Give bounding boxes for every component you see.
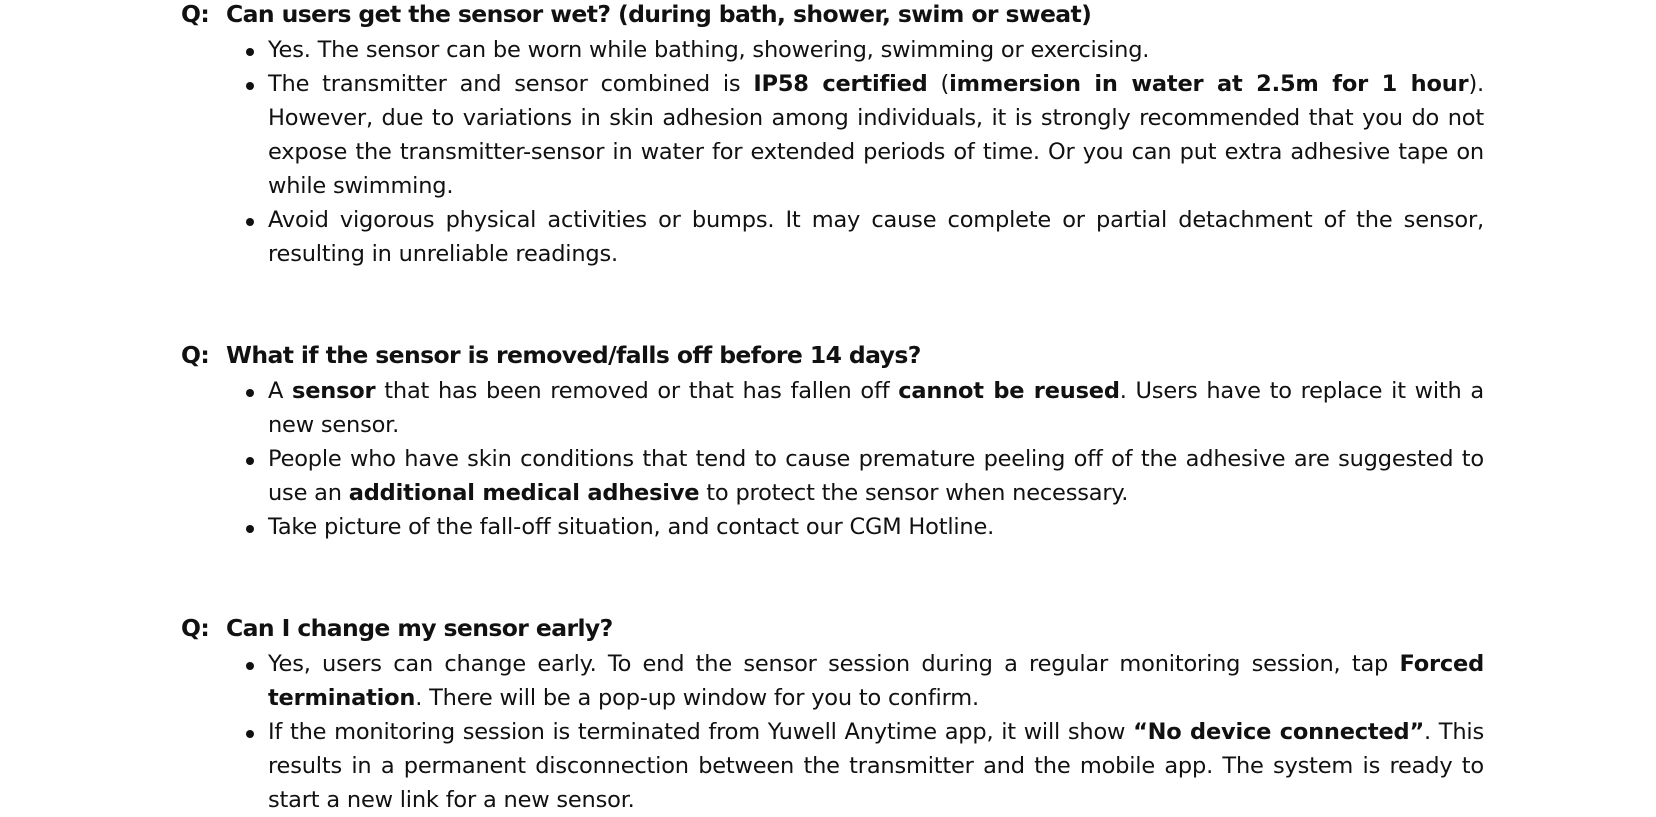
answer-item [181, 715, 1484, 817]
answer-text: Yes, users can change early. To end the sensor session during a regular monitoring session, tap [268, 651, 1400, 677]
answer-text: that has been removed or that has fallen off [375, 378, 899, 404]
answer-text: . There will be a pop-up window for you to confirm. [415, 685, 979, 711]
answer-emphasis: sensor [292, 378, 376, 404]
bullet-icon [246, 82, 254, 90]
faq-question [181, 340, 1484, 370]
answer-emphasis: cannot be reused [898, 378, 1120, 404]
faq-question [181, 613, 1484, 643]
answer-text: Take picture of the fall-off situation, and contact our CGM Hotline. [268, 514, 995, 540]
question-label: Q: [181, 614, 210, 642]
question-text: Can users get the sensor wet? (during bath, shower, swim or sweat) [226, 0, 1092, 28]
answer-text: The transmitter and sensor combined is [268, 71, 754, 97]
answer-text: Avoid vigorous physical activities or bumps. It may cause complete or partial detachment of the sensor, resulting in unreliable readings. [268, 207, 1484, 267]
answer-item [181, 510, 1484, 544]
answer-text: ( [927, 71, 950, 97]
question-label: Q: [181, 0, 210, 28]
bullet-icon [246, 662, 254, 670]
answer-text: People who have skin conditions that tend to cause premature peeling off of the adhesive are suggested to use an [268, 446, 1484, 506]
answer-item [181, 33, 1484, 67]
bullet-icon [246, 48, 254, 56]
answer-emphasis: IP58 certified [753, 71, 928, 97]
answer-emphasis: additional medical adhesive [348, 480, 700, 506]
answer-emphasis: Forced termination [268, 651, 1484, 711]
faq-item-wet [181, 0, 1484, 271]
answer-text: . This results in a permanent disconnection between the transmitter and the mobile app. The system is ready to start a new link for a new sensor. [268, 719, 1484, 813]
faq-question [181, 0, 1484, 29]
answer-emphasis: “No device connected” [1133, 719, 1425, 745]
answer-item [181, 374, 1484, 442]
answer-item [181, 647, 1484, 715]
answer-list [181, 647, 1484, 817]
answer-text: A [268, 378, 293, 404]
answer-text: If the monitoring session is terminated from Yuwell Anytime app, it will show [268, 719, 1134, 745]
answer-item [181, 442, 1484, 510]
answer-list [181, 374, 1484, 544]
answer-emphasis: immersion in water at 2.5m for 1 hour [949, 71, 1469, 97]
bullet-icon [246, 389, 254, 397]
answer-list [181, 33, 1484, 271]
bullet-icon [246, 218, 254, 226]
answer-text: Yes. The sensor can be worn while bathing, showering, swimming or exercising. [268, 37, 1150, 63]
answer-text: . Users have to replace it with a new sensor. [268, 378, 1484, 438]
question-text: Can I change my sensor early? [226, 614, 613, 642]
answer-item [181, 67, 1484, 203]
bullet-icon [246, 525, 254, 533]
bullet-icon [246, 730, 254, 738]
answer-text: ). However, due to variations in skin adhesion among individuals, it is strongly recommended that you do not expose the transmitter-sensor in water for extended periods of time. Or you can put extra adhesive tape on while swimming. [268, 71, 1484, 199]
question-text: What if the sensor is removed/falls off before 14 days? [226, 341, 921, 369]
bullet-icon [246, 457, 254, 465]
question-label: Q: [181, 341, 210, 369]
answer-text: to protect the sensor when necessary. [699, 480, 1129, 506]
answer-item [181, 203, 1484, 271]
faq-item-fall-off [181, 340, 1484, 544]
faq-item-change-early [181, 613, 1484, 817]
